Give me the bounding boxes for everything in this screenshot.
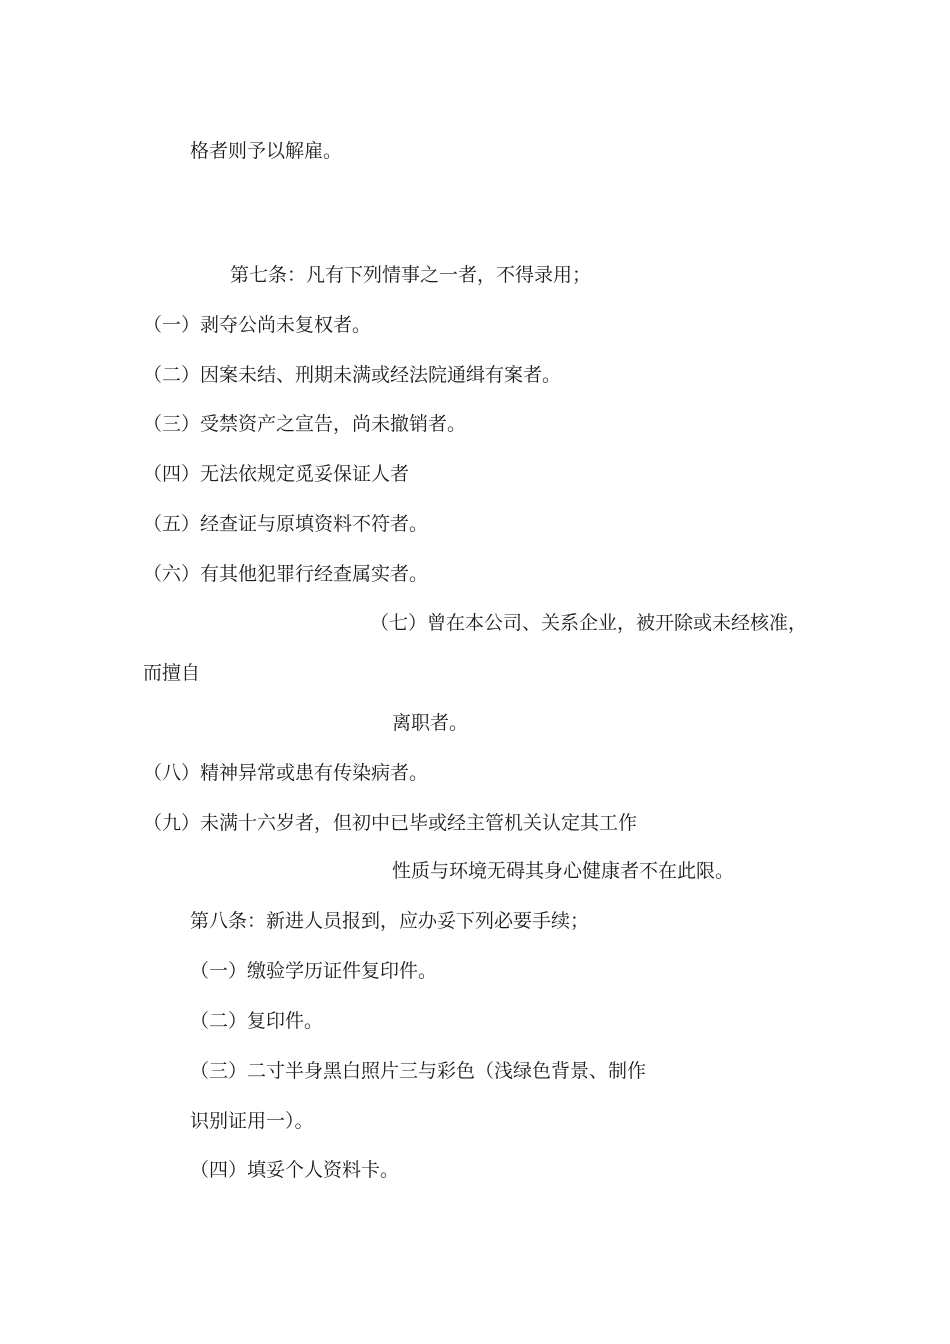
article-7-item-8: （八）精神异常或患有传染病者。: [143, 762, 429, 784]
article-7-item-7-cont: 而擅自: [143, 662, 201, 684]
article-8-item-4: （四）填妥个人资料卡。: [190, 1159, 400, 1181]
article-8-item-3-cont: 识别证用一）。: [190, 1110, 314, 1132]
article-7-item-7-cont-2: 离职者。: [392, 712, 469, 734]
article-7-item-6: （六）有其他犯罪行经查属实者。: [143, 563, 429, 585]
article-7-item-7: （七）曾在本公司、关系企业，被开除或未经核准，: [370, 612, 808, 634]
article-7-item-9-cont: 性质与环境无碍其身心健康者不在此限。: [392, 860, 735, 882]
article-7-item-1: （一）剥夺公尚未复权者。: [143, 314, 372, 336]
article-8-item-2: （二）复印件。: [190, 1010, 324, 1032]
article-7-item-5: （五）经查证与原填资料不符者。: [143, 513, 429, 535]
article-8-heading: 第八条：新进人员报到，应办妥下列必要手续；: [190, 910, 590, 932]
article-7-item-2: （二）因案未结、刑期未满或经法院通缉有案者。: [143, 364, 562, 386]
text-line-continuation: 格者则予以解雇。: [190, 140, 343, 162]
article-7-item-9: （九）未满十六岁者，但初中已毕或经主管机关认定其工作: [143, 812, 638, 834]
article-7-item-3: （三）受禁资产之宣告，尚未撤销者。: [143, 413, 467, 435]
article-8-item-1: （一）缴验学历证件复印件。: [190, 960, 438, 982]
article-7-item-4: （四）无法依规定觅妥保证人者: [143, 463, 410, 485]
article-8-item-3: （三）二寸半身黑白照片三与彩色（浅绿色背景、制作: [190, 1060, 647, 1082]
article-7-heading: 第七条：凡有下列情事之一者，不得录用；: [230, 264, 592, 286]
